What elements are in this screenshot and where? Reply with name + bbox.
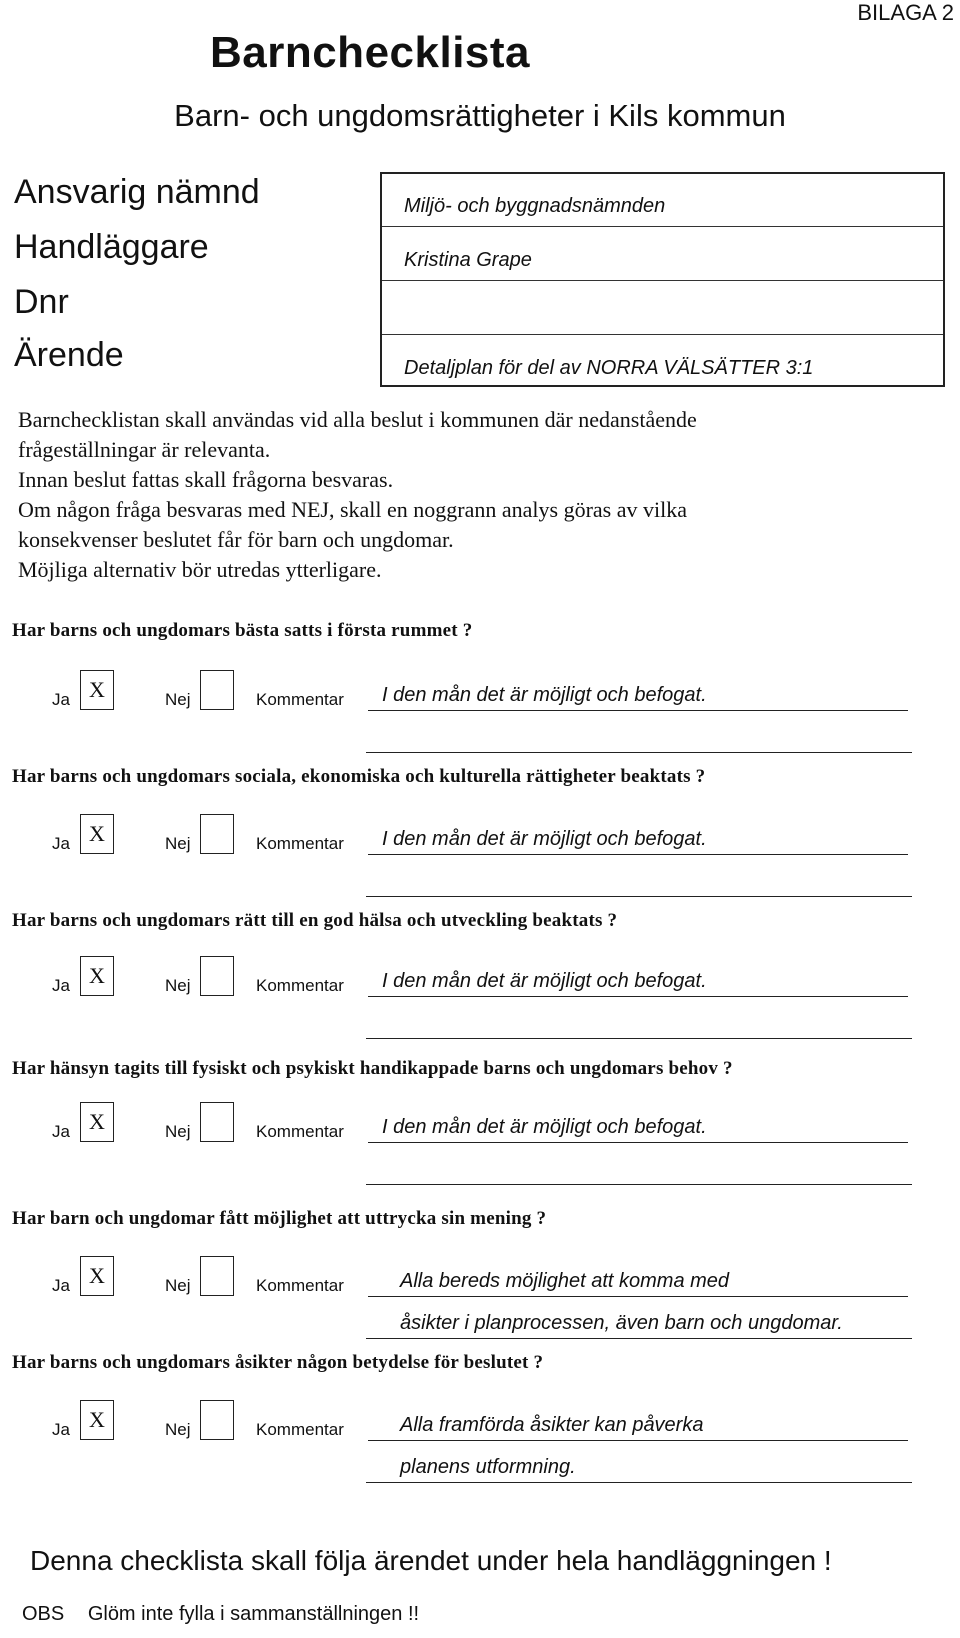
comment-label: Kommentar — [256, 1122, 344, 1141]
question-text: Har barn och ungdomar fått möjlighet att uttrycka sin mening ? — [12, 1208, 547, 1229]
comment-line[interactable] — [366, 1338, 912, 1339]
question-text: Har barns och ungdomars bästa satts i första rummet ? — [12, 620, 473, 641]
comment-label: Kommentar — [256, 690, 344, 709]
value-handlaggare: Kristina Grape — [404, 249, 532, 271]
no-checkbox[interactable] — [200, 1102, 234, 1142]
intro-line: Om någon fråga besvaras med NEJ, skall en noggrann analys göras av vilka — [18, 497, 687, 522]
info-row-arende[interactable] — [382, 336, 943, 388]
comment-text: I den mån det är möjligt och befogat. — [382, 1116, 707, 1138]
info-box — [380, 172, 945, 387]
no-label: Nej — [165, 690, 191, 709]
yes-checkbox[interactable]: X — [80, 1102, 114, 1142]
intro-line: Möjliga alternativ bör utredas ytterligare. — [18, 557, 382, 582]
footer-note: Denna checklista skall följa ärendet under hela handläggningen ! — [30, 1545, 832, 1576]
intro-line: Barnchecklistan skall användas vid alla beslut i kommunen där nedanstående — [18, 407, 697, 432]
label-handlaggare: Handläggare — [14, 228, 209, 266]
label-dnr: Dnr — [14, 283, 69, 321]
intro-line: frågeställningar är relevanta. — [18, 437, 271, 462]
obs-label: OBS — [22, 1603, 65, 1625]
yes-checkbox[interactable]: X — [80, 1400, 114, 1440]
yes-checkbox[interactable]: X — [80, 956, 114, 996]
page-subtitle: Barn- och ungdomsrättigheter i Kils kommun — [174, 98, 786, 133]
yes-label: Ja — [52, 834, 70, 853]
comment-label: Kommentar — [256, 976, 344, 995]
comment-line[interactable] — [368, 996, 908, 997]
no-checkbox[interactable] — [200, 670, 234, 710]
comment-text: I den mån det är möjligt och befogat. — [382, 828, 707, 850]
comment-line[interactable] — [366, 1482, 912, 1483]
comment-line[interactable] — [366, 1038, 912, 1039]
no-checkbox[interactable] — [200, 956, 234, 996]
label-arende: Ärende — [14, 336, 124, 374]
intro-text — [18, 405, 938, 585]
comment-text: åsikter i planprocessen, även barn och ungdomar. — [400, 1312, 843, 1334]
label-ansvarig-namnd: Ansvarig nämnd — [14, 173, 260, 211]
yes-label: Ja — [52, 1276, 70, 1295]
comment-line[interactable] — [368, 710, 908, 711]
intro-line: konsekvenser beslutet får för barn och ungdomar. — [18, 527, 454, 552]
no-label: Nej — [165, 976, 191, 995]
comment-text: Alla bereds möjlighet att komma med — [400, 1270, 730, 1292]
comment-label: Kommentar — [256, 1276, 344, 1295]
comment-line[interactable] — [368, 854, 908, 855]
comment-text: I den mån det är möjligt och befogat. — [382, 684, 707, 706]
yes-label: Ja — [52, 1420, 70, 1439]
yes-label: Ja — [52, 690, 70, 709]
comment-line[interactable] — [366, 896, 912, 897]
comment-text: I den mån det är möjligt och befogat. — [382, 970, 707, 992]
obs-note — [22, 1603, 419, 1626]
question-text: Har barns och ungdomars rätt till en god hälsa och utveckling beaktats ? — [12, 910, 618, 931]
no-checkbox[interactable] — [200, 1256, 234, 1296]
comment-text: Alla framförda åsikter kan påverka — [400, 1414, 704, 1436]
question-text: Har barns och ungdomars sociala, ekonomiska och kulturella rättigheter beaktats ? — [12, 766, 706, 787]
comment-label: Kommentar — [256, 1420, 344, 1439]
question-text: Har barns och ungdomars åsikter någon betydelse för beslutet ? — [12, 1352, 544, 1373]
no-label: Nej — [165, 834, 191, 853]
attachment-label: BILAGA 2 — [857, 0, 954, 25]
yes-label: Ja — [52, 976, 70, 995]
question-text: Har hänsyn tagits till fysiskt och psykiskt handikappade barns och ungdomars behov ? — [12, 1058, 733, 1079]
info-row-dnr[interactable] — [382, 282, 943, 335]
page-title: Barnchecklista — [209, 28, 531, 77]
no-checkbox[interactable] — [200, 1400, 234, 1440]
comment-line[interactable] — [366, 752, 912, 753]
no-label: Nej — [165, 1276, 191, 1295]
comment-text: planens utformning. — [400, 1456, 576, 1478]
value-arende: Detaljplan för del av NORRA VÄLSÄTTER 3:1 — [404, 357, 814, 379]
value-ansvarig-namnd: Miljö- och byggnadsnämnden — [404, 195, 666, 217]
info-row-handlaggare[interactable] — [382, 228, 943, 281]
obs-text: Glöm inte fylla i sammanställningen !! — [87, 1603, 420, 1625]
info-row-ansvarig-namnd[interactable] — [382, 174, 943, 227]
comment-line[interactable] — [368, 1142, 908, 1143]
intro-line: Innan beslut fattas skall frågorna besvaras. — [18, 467, 394, 492]
yes-checkbox[interactable]: X — [80, 1256, 114, 1296]
no-label: Nej — [165, 1122, 191, 1141]
comment-line[interactable] — [366, 1184, 912, 1185]
no-checkbox[interactable] — [200, 814, 234, 854]
comment-label: Kommentar — [256, 834, 344, 853]
comment-line[interactable] — [368, 1440, 908, 1441]
yes-checkbox[interactable]: X — [80, 814, 114, 854]
comment-line[interactable] — [368, 1296, 908, 1297]
yes-checkbox[interactable]: X — [80, 670, 114, 710]
no-label: Nej — [165, 1420, 191, 1439]
yes-label: Ja — [52, 1122, 70, 1141]
